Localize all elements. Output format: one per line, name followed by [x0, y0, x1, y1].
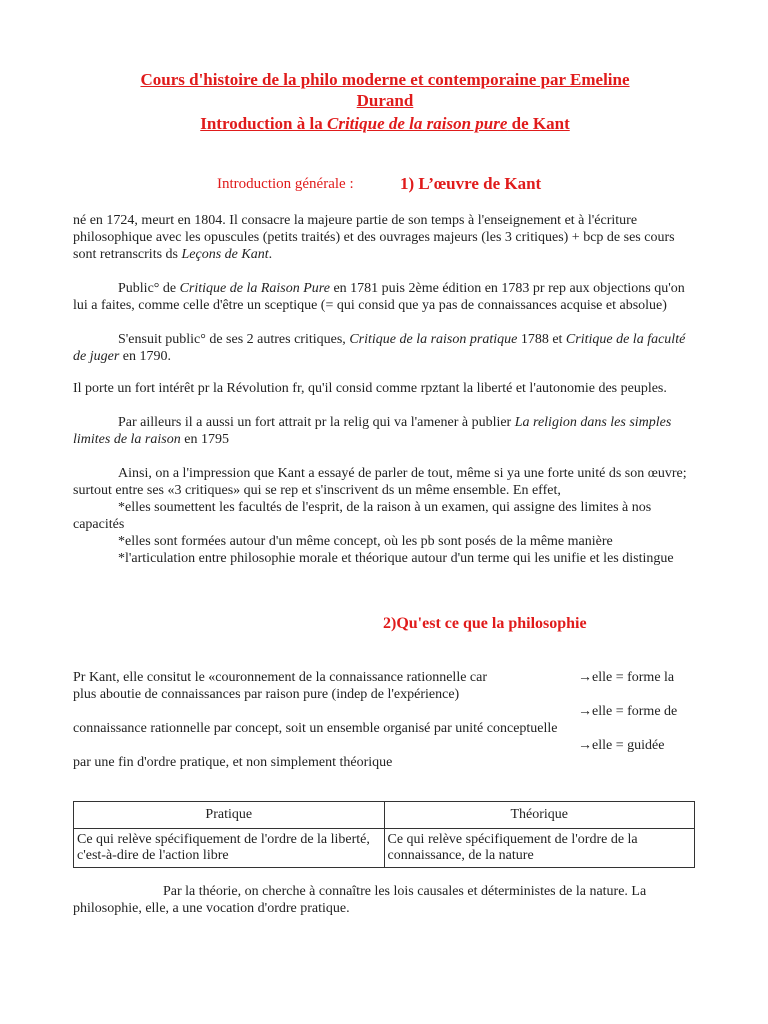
paragraph-religion	[73, 414, 693, 448]
definition-line: Pr Kant, elle consitut le «couronnement de la connaissance rationnelle car	[73, 670, 488, 685]
document-title-line1: Cours d'histoire de la philo moderne et contemporaine par Emeline	[140, 70, 630, 89]
paragraph-text: en 1790.	[119, 349, 171, 364]
bullet-item: *l'articulation entre philosophie morale et théorique autour d'un terme qui les unifie et les distingue	[118, 551, 674, 566]
paragraph-text: Par ailleurs il a aussi un fort attrait pr la relig qui va l'amener à publier	[118, 415, 515, 430]
paragraph-text: en 1781 puis 2ème édition en 1783 pr rep aux objections qu'on lui a faites, comme celle d'être un sceptique (= qui consid que ya pas de connaissances acquise et absolue)	[73, 281, 685, 313]
definition-line: par une fin d'ordre pratique, et non simplement théorique	[73, 755, 393, 770]
paragraph-text: S'ensuit public° de ses 2 autres critiques,	[118, 332, 350, 347]
paragraph-publication	[73, 280, 693, 314]
paragraph-other-critiques	[73, 331, 693, 365]
italic-title: Leçons de Kant	[181, 247, 269, 262]
paragraph-text: 1788 et	[517, 332, 566, 347]
definition-arrow: →elle = guidée	[578, 738, 665, 753]
table-cell-theorique: Ce qui relève spécifiquement de l'ordre de la connaissance, de la nature	[384, 829, 695, 868]
section1-label: Introduction générale :	[217, 176, 354, 192]
subtitle-prefix: Introduction à la	[200, 114, 327, 133]
document-subtitle	[70, 113, 700, 134]
subtitle-suffix: de Kant	[507, 114, 570, 133]
bullet-item: *elles sont formées autour d'un même concept, où les pb sont posés de la même manière	[118, 534, 613, 549]
paragraph-unity: Ainsi, on a l'impression que Kant a essayé de parler de tout, même si ya une forte unité ds son œuvre; surtout entre ses «3 critiques» qui se rep et s'inscrivent ds un même ensemble. En effet,	[73, 466, 687, 498]
paragraph-text: Public° de	[118, 281, 180, 296]
section2-heading: 2)Qu'est ce que la philosophie	[383, 615, 587, 632]
italic-title: Critique de la Raison Pure	[179, 281, 330, 296]
table-row	[74, 829, 695, 868]
table-cell-pratique: Ce qui relève spécifiquement de l'ordre de la liberté, c'est-à-dire de l'action libre	[74, 829, 385, 868]
paragraph-biography	[73, 212, 693, 263]
table-header-theorique: Théorique	[384, 802, 695, 829]
table-header-pratique: Pratique	[74, 802, 385, 829]
document-title-line2: Durand	[356, 91, 414, 110]
table-header-row	[74, 802, 695, 829]
definition-line: plus aboutie de connaissances par raison pure (indep de l'expérience)	[73, 687, 460, 702]
italic-title: Critique de la faculté de juger	[73, 332, 686, 364]
paragraph-conclusion: Par la théorie, on cherche à connaître les lois causales et déterministes de la nature. La philosophie, elle, a une vocation d'ordre pratique.	[73, 884, 647, 916]
paragraph-end: .	[268, 247, 273, 262]
bullet-item: *elles soumettent les facultés de l'esprit, de la raison à un examen, qui assigne des limites à nos capacités	[73, 500, 652, 532]
section1-heading: 1) L’œuvre de Kant	[400, 174, 542, 193]
italic-title: Critique de la raison pratique	[349, 332, 518, 347]
definition-arrow: →elle = forme la	[578, 670, 675, 685]
paragraph-text: en 1795	[180, 432, 229, 447]
comparison-table	[73, 801, 695, 868]
italic-title: La religion dans les simples limites de la raison	[73, 415, 672, 447]
definition-line: connaissance rationnelle par concept, soit un ensemble organisé par unité conceptuelle	[73, 721, 558, 736]
definition-arrow: →elle = forme de	[578, 704, 678, 719]
paragraph-text: né en 1724, meurt en 1804. Il consacre la majeure partie de son temps à l'enseignement et à l'écriture philosophique avec les opuscules (petits traités) et des ouvrages majeurs (les 3 critiques) + bcp de ses cours sont retranscrits ds	[73, 213, 675, 262]
subtitle-work-title: Critique de la raison pure	[326, 114, 508, 133]
paragraph-revolution: Il porte un fort intérêt pr la Révolution fr, qu'il consid comme rpztant la liberté et l'autonomie des peuples.	[73, 381, 667, 396]
